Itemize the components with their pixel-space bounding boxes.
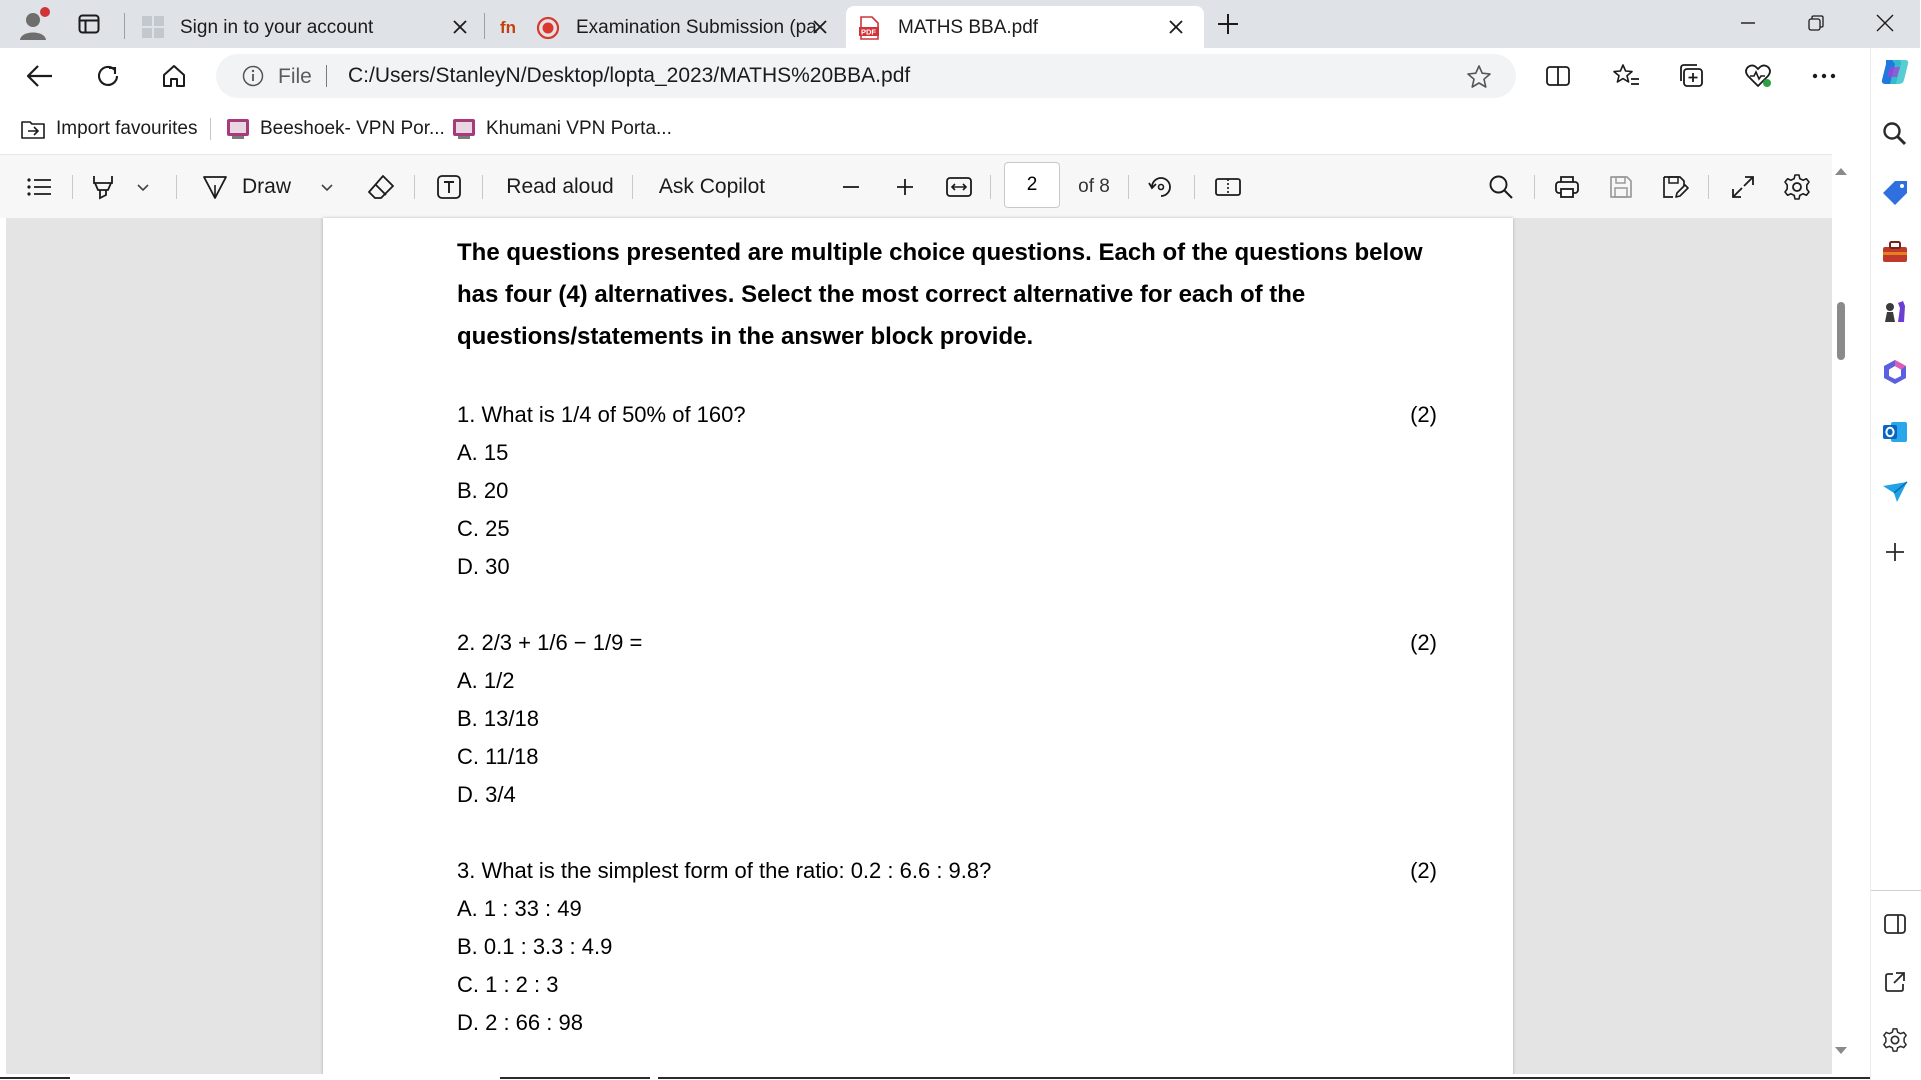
- toolbar-divider: [1194, 175, 1195, 199]
- svg-text:PDF: PDF: [861, 27, 876, 37]
- question-text: 2. 2/3 + 1/6 − 1/9 =: [457, 630, 643, 655]
- close-icon: [453, 20, 467, 34]
- tab-divider: [484, 13, 485, 39]
- refresh-icon: [95, 63, 121, 89]
- question-text: 3. What is the simplest form of the ratio: 0.2 : 6.6 : 9.8?: [457, 858, 992, 883]
- favorite-label: Import favourites: [56, 118, 198, 139]
- settings-and-more-button[interactable]: [1806, 58, 1842, 94]
- svg-text:fn: fn: [500, 18, 517, 37]
- erase-button[interactable]: [364, 169, 398, 205]
- browser-essentials-button[interactable]: [1740, 58, 1776, 94]
- back-button[interactable]: [22, 58, 58, 94]
- add-text-button[interactable]: [432, 169, 466, 205]
- toolbox-icon: [1881, 240, 1909, 264]
- taskbar-indicator: [500, 1077, 650, 1079]
- fit-width-icon: [945, 176, 973, 198]
- open-external-icon: [1883, 970, 1907, 994]
- answer-option: B. 20: [457, 478, 509, 503]
- restore-button[interactable]: [1784, 0, 1848, 46]
- eraser-icon: [367, 174, 395, 200]
- question-3: [457, 852, 1437, 1042]
- address-bar[interactable]: [216, 54, 1516, 98]
- pdf-toolbar: [0, 154, 1832, 218]
- save-as-icon: [1661, 174, 1689, 200]
- chess-pieces-icon: [1881, 298, 1909, 326]
- tab-actions-icon: [78, 14, 100, 34]
- tab-maths-bba-pdf[interactable]: [846, 6, 1204, 48]
- tab-label: Sign in to your account: [180, 17, 374, 38]
- refresh-button[interactable]: [90, 58, 126, 94]
- search-icon: [1488, 174, 1514, 200]
- scroll-up-arrow-icon[interactable]: [1832, 164, 1850, 178]
- panel-icon: [1883, 913, 1907, 935]
- star-icon: [1466, 64, 1492, 90]
- split-screen-icon: [1545, 64, 1571, 88]
- question-marks: (2): [1410, 402, 1437, 427]
- favorites-bar: [0, 104, 1870, 154]
- toolbar-divider: [176, 175, 177, 199]
- answer-option: A. 1 : 33 : 49: [457, 896, 582, 921]
- minus-icon: [841, 185, 861, 189]
- instructions-paragraph: The questions presented are multiple choice questions. Each of the questions below has four (4) alternatives. Select the most correct alternative for each of the questions/statements in the answer block provide.: [457, 239, 1423, 350]
- close-tab-button[interactable]: [808, 15, 832, 39]
- import-favourites-icon: [20, 118, 46, 140]
- tab-label: MATHS BBA.pdf: [898, 17, 1039, 38]
- zoom-out-button[interactable]: [836, 169, 866, 205]
- rotate-icon: [1147, 173, 1175, 201]
- printer-icon: [1553, 174, 1581, 200]
- question-1: [457, 396, 1437, 586]
- favorites-divider: [210, 118, 211, 140]
- draw-options-dropdown[interactable]: [316, 169, 338, 205]
- taskbar-indicator: [658, 1077, 1870, 1079]
- plus-icon: [895, 177, 915, 197]
- collections-button[interactable]: [1674, 58, 1710, 94]
- favorite-import[interactable]: [20, 115, 198, 143]
- question-marks: (2): [1410, 858, 1437, 883]
- collections-icon: [1678, 63, 1706, 89]
- sidebar-drop-button[interactable]: [1877, 474, 1913, 510]
- pdf-viewer[interactable]: [6, 218, 1832, 1074]
- contents-list-icon: [26, 177, 52, 197]
- chevron-down-icon: [320, 183, 334, 192]
- sidebar-outlook-button[interactable]: [1877, 414, 1913, 450]
- divider: [326, 65, 327, 87]
- vertical-scrollbar[interactable]: [1832, 154, 1850, 1074]
- draw-button[interactable]: [202, 169, 302, 205]
- scrollbar-thumb[interactable]: [1837, 302, 1845, 360]
- zoom-in-button[interactable]: [890, 169, 920, 205]
- expand-icon: [1731, 175, 1755, 199]
- tab-divider: [124, 13, 125, 39]
- draw-label: Draw: [242, 175, 292, 198]
- sidebar-settings-button[interactable]: [1877, 1022, 1913, 1058]
- sidebar-games-button[interactable]: [1877, 294, 1913, 330]
- minimize-button[interactable]: [1716, 0, 1780, 46]
- read-aloud-button[interactable]: [500, 169, 620, 205]
- table-of-contents-button[interactable]: [22, 169, 56, 205]
- answer-option: A. 15: [457, 440, 509, 465]
- find-button[interactable]: [1484, 169, 1518, 205]
- answer-option: C. 11/18: [457, 744, 539, 769]
- text-box-icon: [436, 174, 462, 200]
- rotate-button[interactable]: [1144, 169, 1178, 205]
- minimize-icon: [1740, 15, 1756, 31]
- pdf-file-icon: [858, 16, 880, 40]
- print-button[interactable]: [1550, 169, 1584, 205]
- home-button[interactable]: [156, 58, 192, 94]
- toolbar-divider: [72, 175, 73, 199]
- highlight-button[interactable]: [88, 169, 118, 205]
- pdf-settings-button[interactable]: [1780, 169, 1814, 205]
- full-screen-button[interactable]: [1726, 169, 1760, 205]
- chevron-down-icon: [136, 183, 150, 192]
- close-icon: [813, 20, 827, 34]
- favorite-label: Beeshoek- VPN Por...: [260, 118, 445, 139]
- sidebar-panel-toggle-button[interactable]: [1877, 906, 1913, 942]
- close-icon: [1876, 14, 1894, 32]
- info-icon[interactable]: [242, 65, 264, 87]
- sidebar-microsoft-365-button[interactable]: [1877, 354, 1913, 390]
- answer-option: C. 25: [457, 516, 510, 541]
- answer-option: D. 3/4: [457, 782, 516, 807]
- sidebar-add-button[interactable]: [1877, 534, 1913, 570]
- gear-icon: [1882, 1027, 1908, 1053]
- page-view-button[interactable]: [1210, 169, 1246, 205]
- close-icon: [1169, 20, 1183, 34]
- toolbar-divider: [1534, 175, 1535, 199]
- file-scheme-label: File: [278, 65, 312, 88]
- tab-sign-in[interactable]: [130, 6, 482, 48]
- ask-copilot-button[interactable]: [650, 169, 774, 205]
- portal-favicon: [452, 118, 476, 140]
- copilot-button[interactable]: [1877, 54, 1913, 90]
- answer-option: C. 1 : 2 : 3: [457, 972, 559, 997]
- ask-copilot-label: Ask Copilot: [658, 175, 766, 198]
- toolbar-divider: [632, 175, 633, 199]
- sidebar-tools-button[interactable]: [1877, 234, 1913, 270]
- page-count-label: of 8: [1078, 176, 1110, 197]
- sidebar-open-external-button[interactable]: [1877, 964, 1913, 1000]
- tab-strip: [0, 0, 1920, 48]
- close-window-button[interactable]: [1852, 0, 1918, 46]
- draw-pen-icon: [202, 174, 228, 200]
- save-disk-icon: [1608, 174, 1634, 200]
- address-bar-row: [0, 48, 1870, 104]
- microsoft-365-icon: [1881, 358, 1909, 386]
- tab-examination-submission[interactable]: [490, 6, 840, 48]
- toolbar-divider: [1128, 175, 1129, 199]
- profile-avatar[interactable]: [14, 6, 54, 42]
- paper-plane-icon: [1881, 480, 1909, 504]
- microsoft-favicon: [142, 16, 164, 38]
- save-as-button[interactable]: [1658, 169, 1692, 205]
- two-page-view-icon: [1214, 176, 1242, 198]
- split-screen-button[interactable]: [1540, 58, 1576, 94]
- favorites-list-icon: [1612, 63, 1640, 89]
- search-icon: [1882, 121, 1908, 147]
- copilot-icon: [1878, 57, 1912, 87]
- highlighter-icon: [91, 174, 115, 200]
- recording-icon: [536, 16, 560, 40]
- read-aloud-label: Read aloud: [506, 175, 614, 198]
- plus-icon: [1884, 541, 1906, 563]
- favorite-khumani-vpn[interactable]: [452, 115, 672, 143]
- answer-option: D. 2 : 66 : 98: [457, 1010, 583, 1035]
- close-tab-button[interactable]: [448, 15, 472, 39]
- toolbar-divider: [990, 175, 991, 199]
- portal-favicon: [226, 118, 250, 140]
- bottom-edge: [0, 1074, 1870, 1080]
- gear-icon: [1783, 173, 1811, 201]
- favorite-label: Khumani VPN Porta...: [486, 118, 672, 139]
- pdf-page: [323, 218, 1513, 1078]
- url-text[interactable]: C:/Users/StanleyN/Desktop/lopta_2023/MATHS%20BBA.pdf: [348, 64, 911, 87]
- toolbar-divider: [414, 175, 415, 199]
- plus-icon: [1217, 13, 1239, 35]
- restore-icon: [1808, 15, 1824, 31]
- highlight-options-dropdown[interactable]: [132, 169, 154, 205]
- shopping-tag-icon: [1881, 179, 1909, 205]
- sidebar-shopping-button[interactable]: [1877, 174, 1913, 210]
- answer-option: D. 30: [457, 554, 510, 579]
- heart-pulse-icon: [1744, 63, 1772, 89]
- toolbar-divider: [482, 175, 483, 199]
- close-tab-button[interactable]: [1164, 15, 1188, 39]
- fit-to-width-button[interactable]: [942, 169, 976, 205]
- save-button[interactable]: [1604, 169, 1638, 205]
- tab-actions-button[interactable]: [72, 8, 106, 40]
- edge-sidebar: [1870, 48, 1920, 1080]
- sidebar-search-button[interactable]: [1877, 116, 1913, 152]
- scroll-down-arrow-icon[interactable]: [1832, 1044, 1850, 1058]
- tab-label: Examination Submission (pa: [576, 17, 817, 38]
- answer-option: B. 13/18: [457, 706, 539, 731]
- favorite-beeshoek-vpn[interactable]: [226, 115, 445, 143]
- back-arrow-icon: [26, 64, 54, 88]
- question-marks: (2): [1410, 630, 1437, 655]
- sidebar-divider: [1871, 890, 1921, 891]
- more-icon: [1811, 72, 1837, 80]
- answer-option: A. 1/2: [457, 668, 515, 693]
- question-2: [457, 624, 1437, 814]
- favorites-button[interactable]: [1608, 58, 1644, 94]
- question-text: 1. What is 1/4 of 50% of 160?: [457, 402, 746, 427]
- favorite-star-button[interactable]: [1466, 64, 1492, 90]
- taskbar-indicator: [0, 1077, 70, 1079]
- answer-option: B. 0.1 : 3.3 : 4.9: [457, 934, 613, 959]
- home-icon: [161, 63, 187, 89]
- page-number-input[interactable]: [1004, 162, 1060, 208]
- toolbar-divider: [1708, 175, 1709, 199]
- new-tab-button[interactable]: [1210, 8, 1246, 40]
- turnitin-favicon: [500, 16, 526, 38]
- outlook-icon: [1881, 419, 1909, 445]
